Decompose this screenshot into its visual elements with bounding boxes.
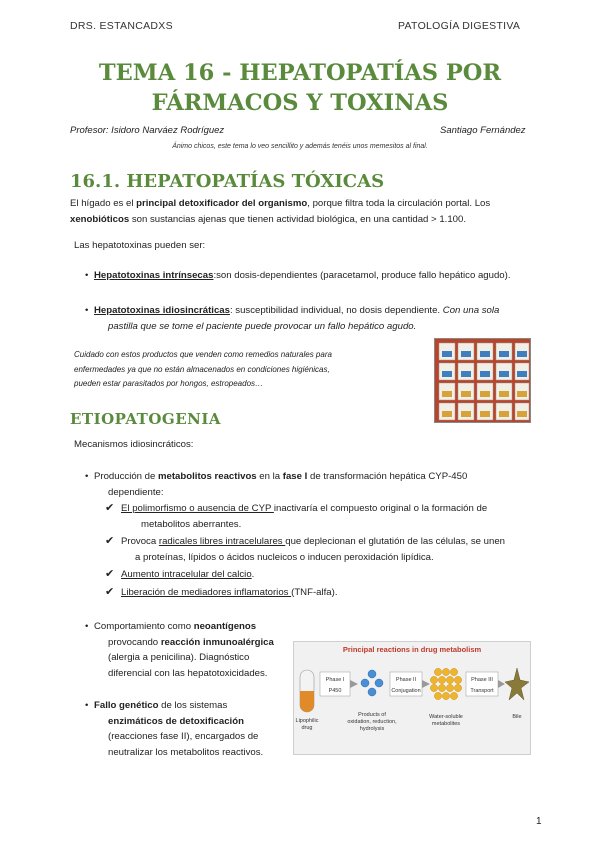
m1-text-2: en la (256, 471, 283, 482)
caution-line: enfermedades ya que no están almacenados en condiciones higiénicas, (74, 364, 330, 374)
phase1-products-icon (361, 670, 383, 696)
title-line-2: FÁRMACOS Y TOXINAS (151, 90, 449, 116)
xenobioticos-term: xenobióticos (70, 213, 130, 225)
m3-text: de los sistemas (158, 700, 228, 711)
m2-bold-2: reacción inmunoalérgica (160, 636, 274, 648)
checkmark-icon: ✔ (105, 568, 115, 580)
diagram-title: Principal reactions in drug metabolism (342, 645, 482, 654)
page-number: 1 (536, 816, 542, 827)
intro-paragraph (70, 196, 540, 227)
desc-italic-2: pastilla que se tome el paciente puede provocar un fallo hepático agudo. (108, 320, 417, 332)
label-oxidation: oxidation, reduction, (347, 719, 397, 725)
herbal-products-photo (434, 338, 531, 423)
capsule-icon (300, 670, 314, 712)
bullet-icon: • (85, 270, 89, 281)
section-heading-etiopatogenia: ETIOPATOGENIA (70, 410, 222, 428)
term-idiosincraticas: Hepatotoxinas idiosincráticas (94, 305, 230, 316)
professor: Profesor: Isidoro Narváez Rodríguez (70, 125, 225, 136)
bullet-icon: • (85, 471, 89, 482)
m2-text-2: provocando (108, 636, 161, 648)
caution-line: Cuidado con estos productos que venden como remedios naturales para (74, 350, 332, 359)
m1-text: Producción de (94, 471, 158, 482)
label-p450: P450 (328, 688, 342, 694)
check-pre: Provoca (121, 536, 159, 547)
author: Santiago Fernández (440, 125, 526, 136)
checkmark-icon: ✔ (105, 502, 115, 514)
label-drug: drug (301, 725, 313, 731)
title-line-1: TEMA 16 - HEPATOPATÍAS POR (98, 60, 502, 86)
label-phase2: Phase II (395, 677, 417, 683)
m2-text-4: diferencial con las hepatotoxicidades. (108, 667, 268, 679)
intro-text-2: , porque filtra toda la circulación portal. Los (307, 198, 491, 209)
m1-bold: metabolitos reactivos (158, 471, 257, 482)
check-underline: radicales libres intracelulares (158, 536, 286, 547)
label-water-soluble: Water-soluble (429, 714, 463, 720)
list-item-intrinsecas (85, 268, 544, 284)
check-underline: Liberación de mediadores inflamatorios (121, 587, 292, 598)
m1-bold-2: fase I (282, 471, 308, 482)
check-underline: El polimorfismo o ausencia de CYP (121, 503, 274, 514)
bullet-icon: • (85, 700, 89, 711)
check-item-mediadores (105, 585, 541, 601)
label-phase3: Phase III (471, 677, 493, 683)
checkmark-icon: ✔ (105, 586, 115, 598)
label-metabolites: metabolites (431, 721, 461, 727)
m2-text-3: (alergia a penicilina). Diagnóstico (108, 652, 250, 663)
check-text: que deplecionan el glutatión de las células, se unen (285, 536, 506, 547)
label-conjugation: Conjugation (391, 688, 421, 694)
m3-bold-2: enzimáticos de detoxificación (108, 715, 244, 727)
bile-star-icon (505, 668, 529, 700)
drug-metabolism-diagram (293, 641, 531, 755)
label-products-of: Products of (358, 712, 386, 718)
desc-italic-1: Con una sola (442, 305, 500, 316)
water-soluble-metabolites-icon (430, 668, 461, 699)
m3-text-3: neutralizar los metabolitos reactivos. (108, 746, 264, 758)
list-item-fallo-genetico (85, 698, 294, 760)
term-intrinsecas: Hepatotoxinas intrínsecas (94, 270, 214, 281)
types-label: Las hepatotoxinas pueden ser: (74, 240, 206, 251)
check-item-radicales (105, 534, 541, 565)
check-text: . (251, 569, 255, 580)
list-item-neoantigenos (85, 619, 294, 681)
bullet-icon: • (85, 305, 89, 316)
mechanisms-label: Mecanismos idiosincráticos: (74, 439, 194, 450)
m1-text-3: de transformación hepática CYP-450 (307, 471, 468, 482)
section-heading-hepatopatias: 16.1. HEPATOPATÍAS TÓXICAS (70, 171, 385, 192)
check-text: inactivaría el compuesto original o la formación de (273, 503, 488, 514)
m2-bold: neoantígenos (193, 621, 257, 632)
label-hydrolysis: hydrolysis (359, 726, 385, 732)
checkmark-icon: ✔ (105, 535, 115, 547)
m3-text-2: (reacciones fase II), encargados de (108, 731, 259, 742)
intro-bold: principal detoxificador del organismo (136, 198, 308, 209)
label-transport: Transport (470, 688, 494, 694)
check-text: (TNF-alfa). (291, 587, 338, 598)
intro-text: El hígado es el (70, 198, 137, 209)
m3-bold: Fallo genético (94, 700, 159, 711)
page-title (0, 58, 600, 118)
list-item-metabolitos (85, 469, 544, 500)
check-text-2: metabolitos aberrantes. (141, 518, 242, 530)
check-item-polimorfismo (105, 501, 541, 532)
m1-text-4: dependiente: (108, 486, 164, 498)
label-phase1: Phase I (325, 677, 345, 683)
check-underline: Aumento intracelular del calcio (121, 569, 252, 580)
label-lipophilic: Lipophilic (295, 718, 319, 724)
label-bile: Bile (512, 714, 522, 720)
check-item-calcio (105, 567, 541, 583)
list-item-idiosincraticas (85, 303, 544, 334)
desc-idiosincraticas: : susceptibilidad individual, no dosis dependiente. (229, 305, 443, 316)
intro-text-3: son sustancias ajenas que tienen actividad biológica, en una cantidad > 1.100. (129, 213, 466, 225)
desc-intrinsecas: :son dosis-dependientes (paracetamol, produce fallo hepático agudo). (213, 270, 511, 281)
caution-note (74, 348, 332, 392)
header-right: PATOLOGÍA DIGESTIVA (398, 20, 521, 32)
check-text-2: a proteínas, lípidos o ácidos nucleicos o inducen peroxidación lipídica. (135, 551, 434, 563)
author-note: Ánimo chicos, este tema lo veo sencillito y además tenéis unos memesitos al final. (172, 143, 428, 150)
m2-text: Comportamiento como (94, 621, 194, 632)
caution-line: pueden estar parasitados por hongos, estropeados… (74, 379, 264, 388)
bullet-icon: • (85, 621, 89, 632)
header-left: DRS. ESTANCADXS (70, 20, 173, 32)
